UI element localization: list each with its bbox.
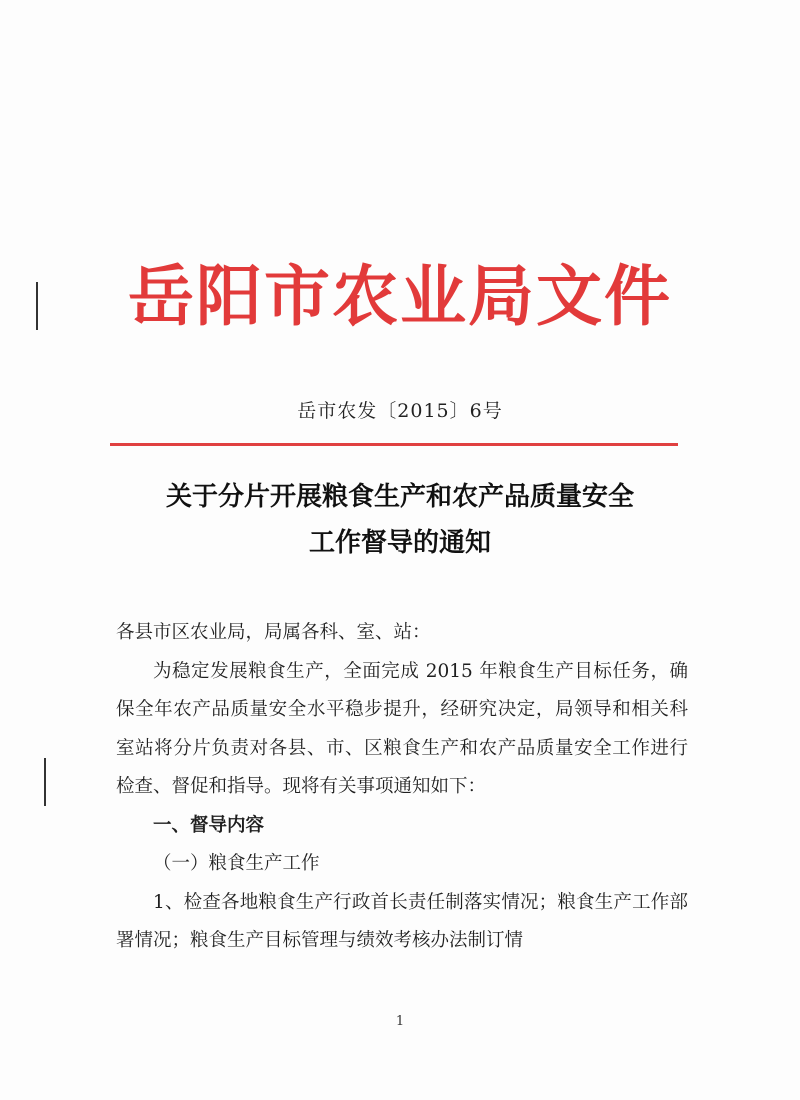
binding-mark bbox=[44, 758, 46, 806]
notice-title bbox=[0, 474, 800, 566]
notice-body bbox=[116, 614, 688, 961]
header-divider bbox=[110, 443, 678, 446]
notice-title-line2: 工作督导的通知 bbox=[308, 528, 491, 558]
item-paragraph: 1、检查各地粮食生产行政首长责任制落实情况；粮食生产工作部署情况；粮食生产目标管理与绩效考核办法制订情 bbox=[116, 891, 688, 951]
notice-title-line1: 关于分片开展粮食生产和农产品质量安全 bbox=[165, 482, 634, 512]
page-number: 1 bbox=[395, 1014, 405, 1029]
section-heading: 一、督导内容 bbox=[153, 814, 265, 836]
subsection-heading: （一）粮食生产工作 bbox=[153, 853, 320, 874]
salutation: 各县市区农业局，局属各科、室、站： bbox=[116, 622, 431, 643]
document-number: 岳市农发〔2015〕6号 bbox=[297, 400, 503, 422]
document-header-title: 岳阳市农业局文件 bbox=[128, 258, 672, 335]
intro-paragraph: 为稳定发展粮食生产，全面完成 2015 年粮食生产目标任务，确保全年农产品质量安全水平稳步提升，经研究决定，局领导和相关科室站将分片负责对各县、市、区粮食生产和农产品质量安全工作进行检查、督促和指导。现将有关事项通知如下： bbox=[116, 660, 688, 797]
